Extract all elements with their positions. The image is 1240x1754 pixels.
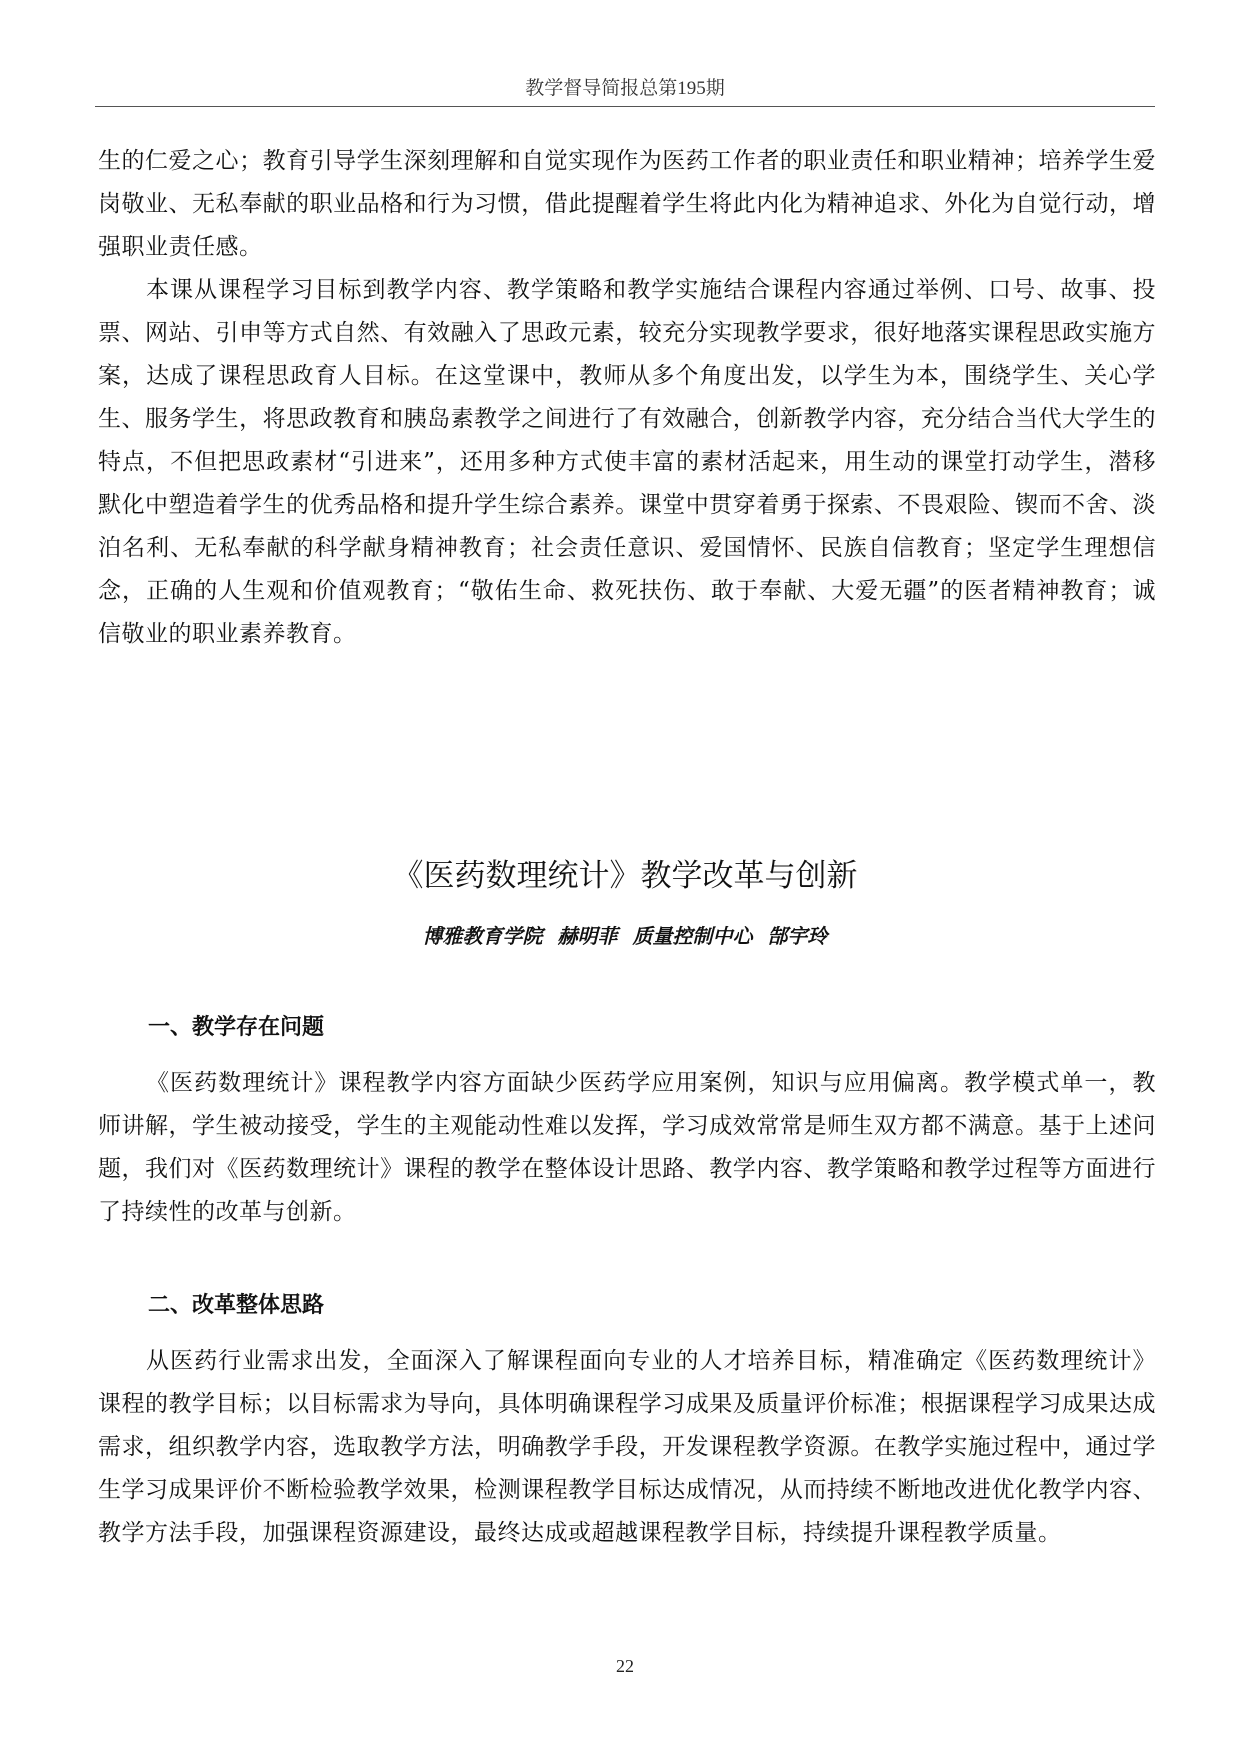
section-heading-problems: 一、教学存在问题: [148, 1015, 325, 1040]
running-header: 教学督导简报总第195期: [525, 78, 725, 99]
article-title: 《医药数理统计》教学改革与创新: [392, 858, 858, 894]
section-paragraph-problems: 《医药数理统计》课程教学内容方面缺少医药学应用案例，知识与应用偏离。教学模式单一，教师讲解，学生被动接受，学生的主观能动性难以发挥，学习成效常常是师生双方都不满意。基于上述问题，我们对《医药数理统计》课程的教学在整体设计思路、教学内容、教学策略和教学过程等方面进行了持续性的改革与创新。: [98, 1070, 1156, 1225]
section-body-reform-approach: [98, 1340, 1156, 1555]
header-divider: [95, 106, 1155, 107]
continuation-paragraph-2: 本课从课程学习目标到教学内容、教学策略和教学实施结合课程内容通过举例、口号、故事、投票、网站、引申等方式自然、有效融入了思政元素，较充分实现教学要求，很好地落实课程思政实施方案，达成了课程思政育人目标。在这堂课中，教师从多个角度出发，以学生为本，围绕学生、关心学生、服务学生，将思政教育和胰岛素教学之间进行了有效融合，创新教学内容，充分结合当代大学生的特点，不但把思政素材“引进来”，还用多种方式使丰富的素材活起来，用生动的课堂打动学生，潜移默化中塑造着学生的优秀品格和提升学生综合素养。课堂中贯穿着勇于探索、不畏艰险、锲而不舍、淡泊名利、无私奉献的科学献身精神教育；社会责任意识、爱国情怀、民族自信教育；坚定学生理想信念，正确的人生观和价值观教育；“敬佑生命、救死扶伤、敢于奉献、大爱无疆”的医者精神教育；诚信敬业的职业素养教育。: [98, 277, 1156, 647]
section-body-problems: [98, 1062, 1156, 1234]
article-authors: 博雅教育学院 赫明菲 质量控制中心 郜宇玲: [422, 924, 828, 948]
page-number: 22: [616, 1656, 634, 1676]
continuation-text: [98, 140, 1156, 656]
section-paragraph-reform-approach: 从医药行业需求出发，全面深入了解课程面向专业的人才培养目标，精准确定《医药数理统计》课程的教学目标；以目标需求为导向，具体明确课程学习成果及质量评价标准；根据课程学习成果达成需求，组织教学内容，选取教学方法，明确教学手段，开发课程教学资源。在教学实施过程中，通过学生学习成果评价不断检验教学效果，检测课程教学目标达成情况，从而持续不断地改进优化教学内容、教学方法手段，加强课程资源建设，最终达成或超越课程教学目标，持续提升课程教学质量。: [98, 1348, 1156, 1546]
section-heading-reform-approach: 二、改革整体思路: [148, 1293, 325, 1318]
continuation-paragraph-1: 生的仁爱之心；教育引导学生深刻理解和自觉实现作为医药工作者的职业责任和职业精神；培养学生爱岗敬业、无私奉献的职业品格和行为习惯，借此提醒着学生将此内化为精神追求、外化为自觉行动，增强职业责任感。: [98, 148, 1156, 260]
